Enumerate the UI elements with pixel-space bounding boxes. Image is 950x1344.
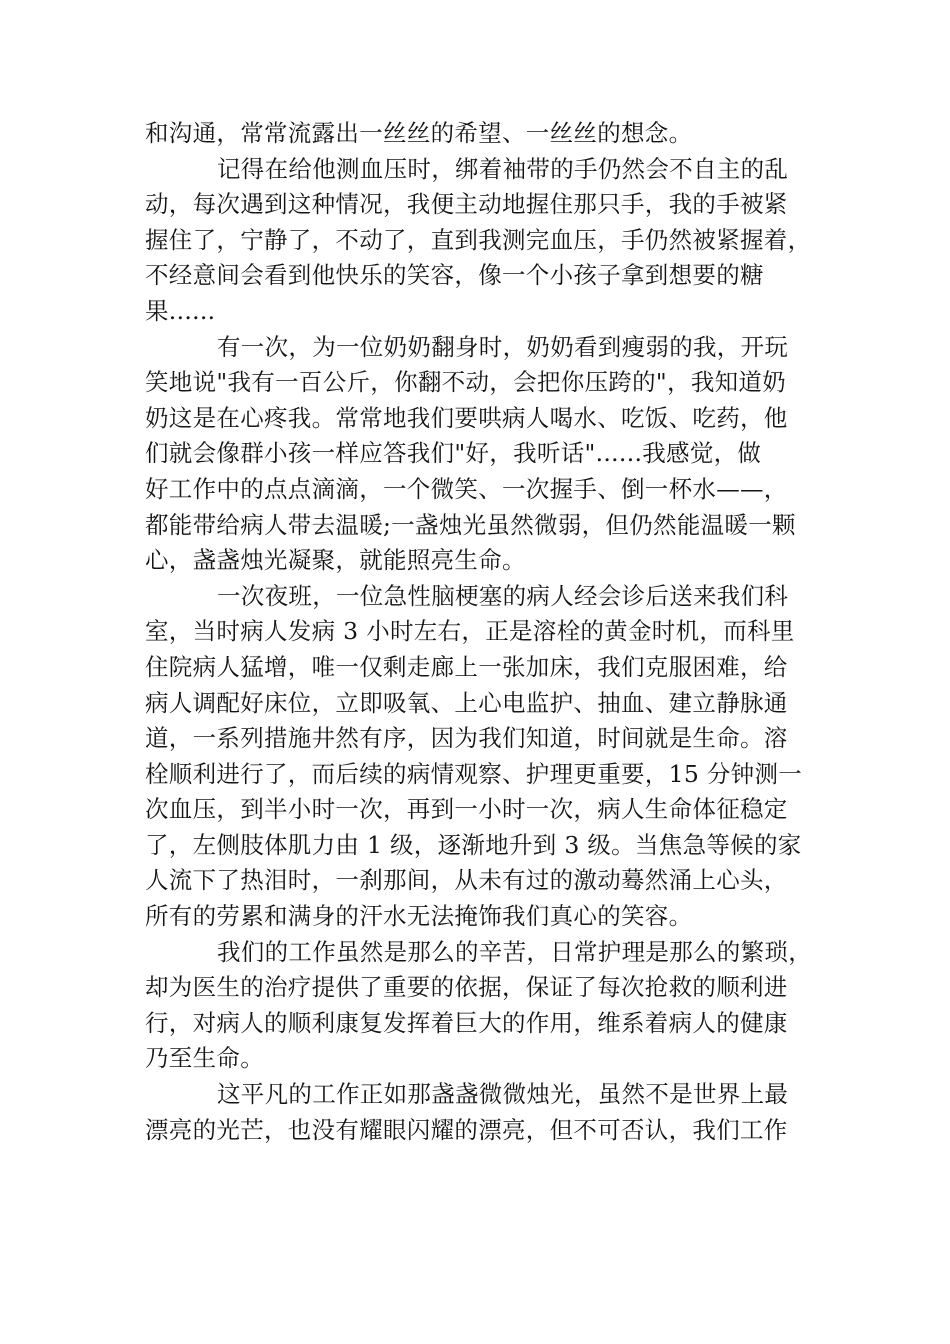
text-line: 室，当时病人发病 3 小时左右，正是溶栓的黄金时机，而科里 <box>145 617 795 646</box>
text-line: 次血压，到半小时一次，再到一小时一次，病人生命体征稳定 <box>145 795 788 824</box>
text-line: 心，盏盏烛光凝聚，就能照亮生命。 <box>145 546 526 575</box>
text-line: 们就会像群小孩一样应答我们"好，我听话"......我感觉，做 <box>145 439 762 468</box>
text-line: 人流下了热泪时，一刹那间，从未有过的激动蓦然涌上心头， <box>145 866 788 895</box>
text-line: 不经意间会看到他快乐的笑容，像一个小孩子拿到想要的糖 <box>145 261 764 290</box>
paragraph-start-line: 我们的工作虽然是那么的辛苦，日常护理是那么的繁琐， <box>217 937 812 966</box>
text-line: 栓顺利进行了，而后续的病情观察、护理更重要，15 分钟测一 <box>145 759 803 788</box>
text-line: 奶这是在心疼我。常常地我们要哄病人喝水、吃饭、吃药，他 <box>145 403 788 432</box>
text-line: 乃至生命。 <box>145 1044 264 1073</box>
text-line: 和沟通，常常流露出一丝丝的希望、一丝丝的想念。 <box>145 119 693 147</box>
text-line: 握住了，宁静了，不动了，直到我测完血压，手仍然被紧握着， <box>145 225 812 254</box>
paragraph-start-line: 这平凡的工作正如那盏盏微微烛光，虽然不是世界上最 <box>217 1080 789 1109</box>
paragraph-start-line: 一次夜班，一位急性脑梗塞的病人经会诊后送来我们科 <box>217 581 789 610</box>
text-line: 住院病人猛增，唯一仅剩走廊上一张加床，我们克服困难，给 <box>145 652 788 681</box>
text-line: 笑地说"我有一百公斤，你翻不动，会把你压跨的"，我知道奶 <box>145 368 787 397</box>
paragraph-start-line: 有一次，为一位奶奶翻身时，奶奶看到瘦弱的我，开玩 <box>217 332 789 361</box>
text-line: 好工作中的点点滴滴，一个微笑、一次握手、倒一杯水——， <box>145 474 788 503</box>
text-line: 病人调配好床位，立即吸氧、上心电监护、抽血、建立静脉通 <box>145 688 788 717</box>
text-line: 所有的劳累和满身的汗水无法掩饰我们真心的笑容。 <box>145 902 693 931</box>
text-line: 果...... <box>145 296 216 325</box>
text-line: 动，每次遇到这种情况，我便主动地握住那只手，我的手被紧 <box>145 190 788 219</box>
text-line: 道，一系列措施井然有序，因为我们知道，时间就是生命。溶 <box>145 724 788 753</box>
body-text <box>145 116 812 1148</box>
text-line: 却为医生的治疗提供了重要的依据，保证了每次抢救的顺利进 <box>145 973 788 1002</box>
text-line: 漂亮的光芒，也没有耀眼闪耀的漂亮，但不可否认，我们工作 <box>145 1115 788 1144</box>
text-line: 了，左侧肢体肌力由 1 级，逐渐地升到 3 级。当焦急等候的家 <box>145 830 802 859</box>
text-line: 都能带给病人带去温暖;一盏烛光虽然微弱，但仍然能温暖一颗 <box>145 510 796 539</box>
paragraph-start-line: 记得在给他测血压时，绑着袖带的手仍然会不自主的乱 <box>217 154 789 183</box>
text-line: 行，对病人的顺利康复发挥着巨大的作用，维系着病人的健康 <box>145 1008 788 1037</box>
